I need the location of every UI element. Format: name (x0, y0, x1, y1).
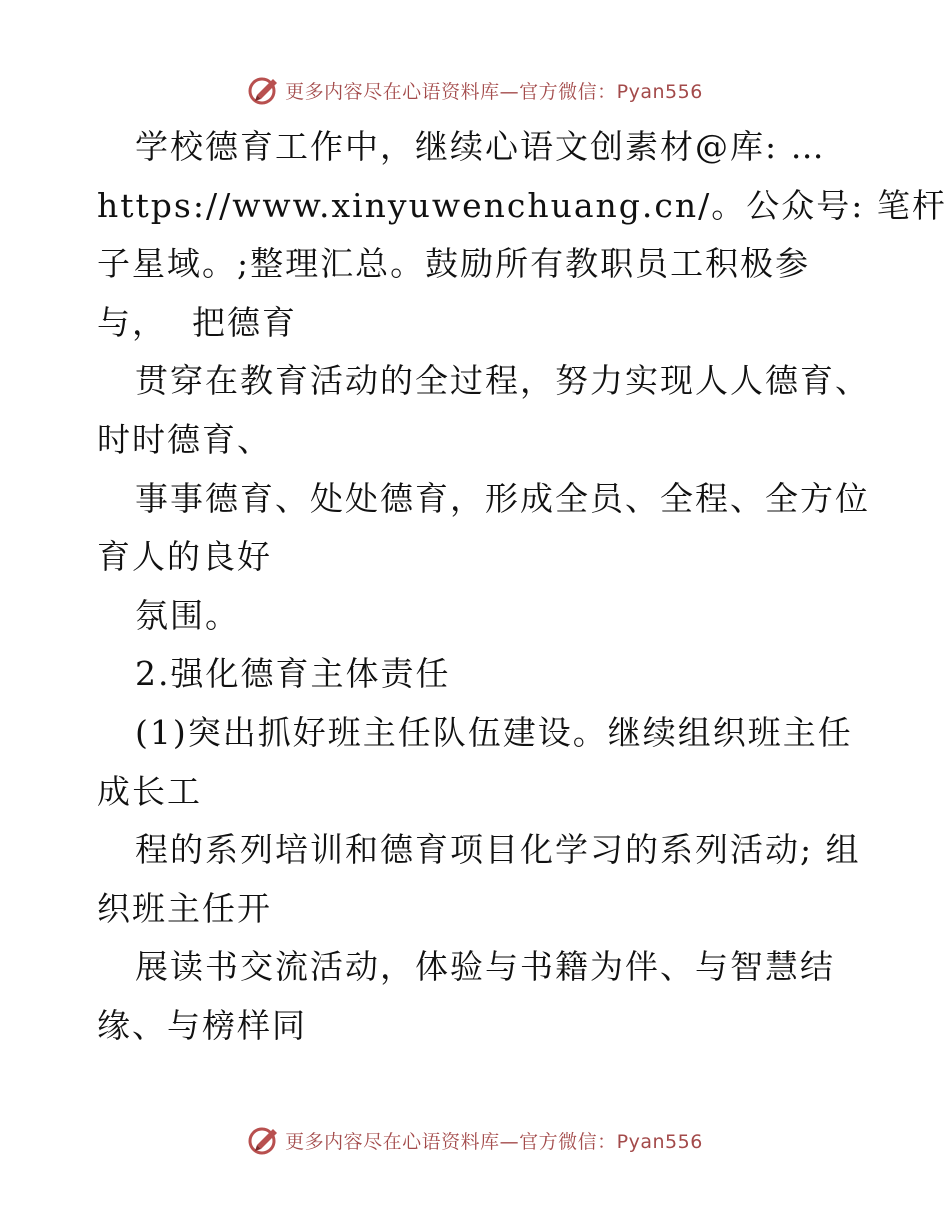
footer-banner (0, 1120, 950, 1160)
pen-logo-icon (247, 73, 281, 107)
document-body (97, 118, 947, 1056)
body-line: 缘、与榜样同 (97, 1005, 307, 1045)
body-line: 时时德育、 (97, 419, 272, 459)
body-line: 学校德育工作中，继续心语文创素材@库: … (135, 127, 826, 166)
section-heading: 2.强化德育主体责任 (135, 654, 451, 694)
body-line: 子星域。;整理汇总。鼓励所有教职员工积极参 (97, 244, 811, 284)
body-line: 育人的良好 (97, 537, 272, 577)
header-banner-text: 更多内容尽在心语资料库—官方微信：Pyan556 (285, 80, 703, 103)
footer-banner-text: 更多内容尽在心语资料库—官方微信：Pyan556 (285, 1130, 703, 1153)
body-line: 贯穿在教育活动的全过程，努力实现人人德育、 (135, 361, 870, 401)
body-line: (1)突出抓好班主任队伍建设。继续组织班主任 (135, 712, 853, 752)
body-line: 成长工 (97, 771, 202, 811)
body-line: 氛围。 (135, 595, 240, 635)
pen-logo-icon (247, 1123, 281, 1157)
body-line: 程的系列培训和德育项目化学习的系列活动; 组 (135, 830, 861, 870)
body-line: 织班主任开 (97, 888, 272, 928)
body-line: 与， 把德育 (97, 302, 297, 342)
header-banner (0, 70, 950, 110)
body-line: 展读书交流活动，体验与书籍为伴、与智慧结 (135, 947, 835, 987)
body-line: https://www.xinyuwenchuang.cn/。公众号: 笔杆 (97, 185, 947, 225)
body-line: 事事德育、处处德育，形成全员、全程、全方位 (135, 478, 870, 518)
